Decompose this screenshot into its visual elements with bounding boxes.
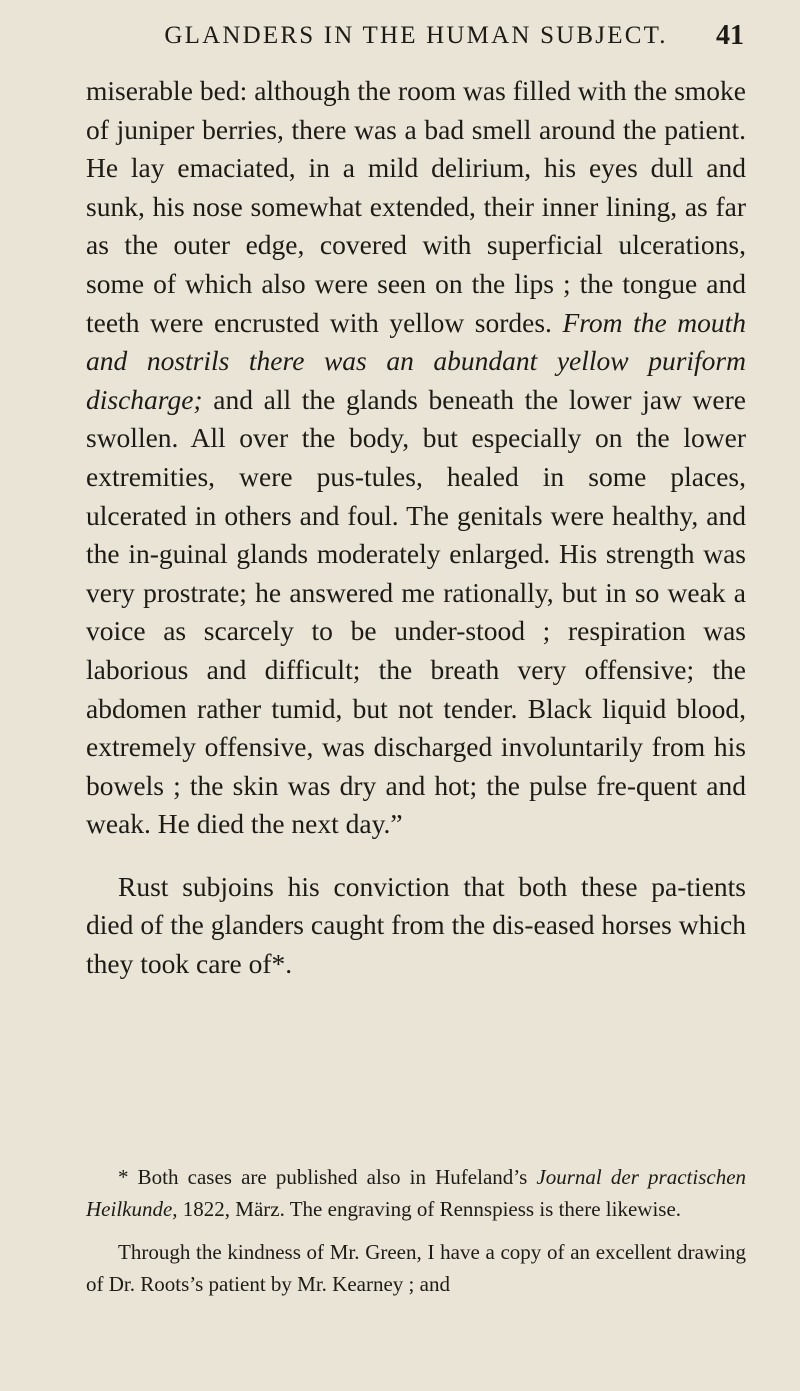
journal-title: Journal der practischen Heilkunde,	[86, 1165, 747, 1221]
page-number: 41	[716, 20, 744, 51]
paragraph-text: miserable bed: although the room was filled with the smoke of juniper berries, there was a bad smell around the patient. He lay emaciated, in a mild delirium, his eyes dull and sunk, his nose somewhat extended, their inner lining, as far as the outer edge, covered with superficial ulcerations, some of which also were seen on the lips ; the tongue and teeth were encrusted with yellow sordes.	[86, 75, 746, 338]
body-text	[86, 72, 746, 984]
footnotes	[86, 1162, 746, 1300]
italic-emphasis: From the mouth and nostrils there was an abundant yellow puriform discharge;	[86, 306, 746, 415]
running-title: GLANDERS IN THE HUMAN SUBJECT.	[164, 22, 668, 49]
footnote-text: 1822, März. The engraving of Rennspiess is there likewise.	[177, 1196, 682, 1221]
page-header	[88, 14, 744, 58]
footnote-text: * Both cases are published also in Hufeland’s	[118, 1165, 537, 1189]
paragraph-text: and all the glands beneath the lower jaw were swollen. All over the body, but especially on the lower extremities, were pus-tules, healed in some places, ulcerated in others and foul. The genitals were healthy, and the in-guinal glands moderately enlarged. His strength was very prostrate; he answered me rationally, but in so weak a voice as scarcely to be under-stood ; respiration was laborious and difficult; the breath very offensive; the abdomen rather tumid, but not tender. Black liquid blood, extremely offensive, was discharged involuntarily from his bowels ; the skin was dry and hot; the pulse fre-quent and weak. He died the next day.”	[86, 383, 746, 840]
paragraph-conclusion: Rust subjoins his conviction that both these pa-tients died of the glanders caught from the dis-eased horses which they took care of*.	[86, 870, 746, 980]
footnote-continuation: Through the kindness of Mr. Green, I have a copy of an excellent drawing of Dr. Roots’s patient by Mr. Kearney ; and	[86, 1240, 746, 1296]
paragraph-case-description	[86, 72, 746, 844]
footnote	[86, 1162, 746, 1225]
